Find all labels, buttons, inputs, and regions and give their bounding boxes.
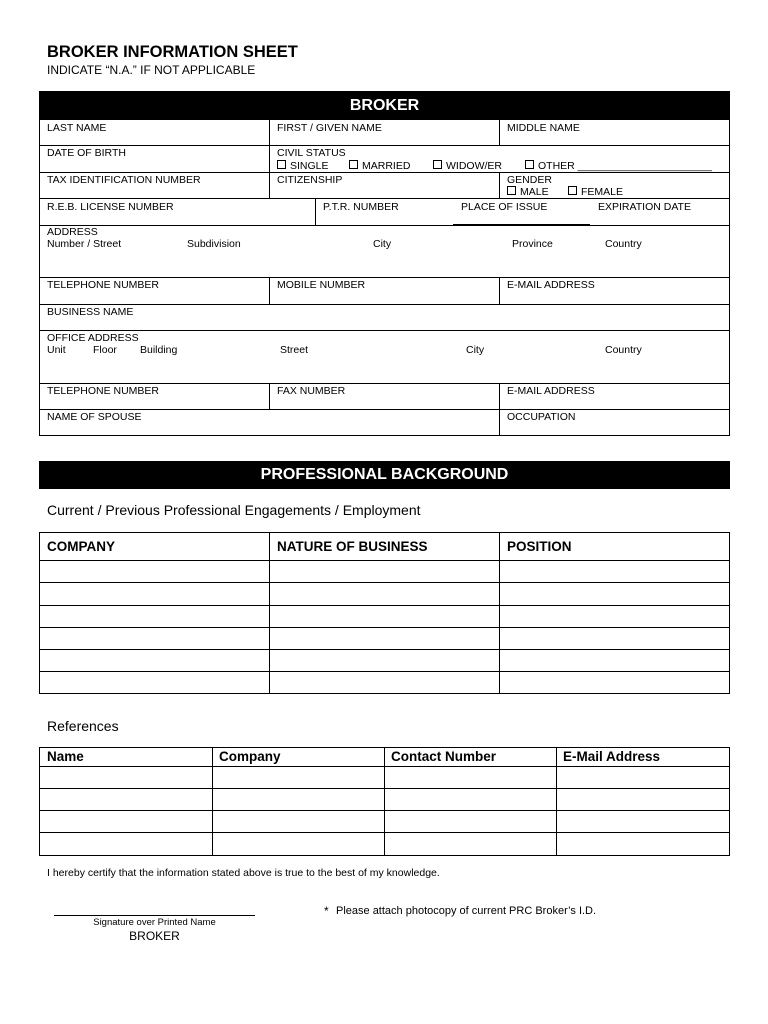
ptr-number-field[interactable]: P.T.R. NUMBER: [323, 201, 399, 213]
civil-status-single-checkbox[interactable]: SINGLE: [277, 160, 329, 172]
last-name-field[interactable]: LAST NAME: [47, 122, 107, 134]
broker-info-grid: [39, 119, 730, 436]
address-country: Country: [605, 238, 642, 250]
civil-status-label: CIVIL STATUS: [277, 147, 346, 159]
office-address-input-area[interactable]: [41, 358, 727, 382]
office-building: Building: [140, 344, 178, 356]
checkbox-icon[interactable]: [349, 160, 358, 169]
references-table: [39, 747, 730, 856]
civil-status-other-checkbox[interactable]: OTHER _______________________: [525, 160, 712, 172]
address-city: City: [373, 238, 392, 250]
first-name-field[interactable]: FIRST / GIVEN NAME: [277, 122, 382, 134]
column-header-contact-number: Contact Number: [391, 749, 497, 764]
checkbox-icon[interactable]: [525, 160, 534, 169]
checkbox-icon[interactable]: [568, 186, 577, 195]
column-header-company: Company: [219, 749, 281, 764]
professional-section-banner: [39, 461, 730, 489]
fax-field[interactable]: FAX NUMBER: [277, 385, 346, 397]
business-name-field[interactable]: BUSINESS NAME: [47, 306, 134, 318]
table-row[interactable]: [40, 606, 729, 627]
note-asterisk: *: [324, 904, 329, 918]
mobile-field[interactable]: MOBILE NUMBER: [277, 279, 366, 291]
office-address-label: OFFICE ADDRESS: [47, 332, 139, 344]
signature-caption: Signature over Printed Name: [93, 917, 216, 928]
professional-table: [39, 532, 730, 694]
column-header-nature-of-business: NATURE OF BUSINESS: [277, 539, 428, 554]
column-header-position: POSITION: [507, 539, 572, 554]
column-header-email-address: E-Mail Address: [563, 749, 661, 764]
gender-male-checkbox[interactable]: MALE: [507, 186, 549, 198]
occupation-field[interactable]: OCCUPATION: [507, 411, 576, 423]
table-row[interactable]: [40, 767, 729, 788]
gender-label: GENDER: [507, 174, 552, 186]
signature-role: BROKER: [129, 929, 180, 943]
table-row[interactable]: [40, 561, 729, 582]
office-street: Street: [280, 344, 309, 356]
office-unit: Unit: [47, 344, 66, 356]
table-row[interactable]: [40, 789, 729, 810]
gender-female-checkbox[interactable]: FEMALE: [568, 186, 623, 198]
checkbox-icon[interactable]: [277, 160, 286, 169]
spouse-name-field[interactable]: NAME OF SPOUSE: [47, 411, 142, 423]
references-heading: References: [47, 718, 119, 734]
address-province: Province: [512, 238, 553, 250]
tin-field[interactable]: TAX IDENTIFICATION NUMBER: [47, 174, 201, 186]
page-title: BROKER INFORMATION SHEET: [47, 43, 298, 61]
table-row[interactable]: [40, 672, 729, 693]
citizenship-field[interactable]: CITIZENSHIP: [277, 174, 343, 186]
column-header-company: COMPANY: [47, 539, 116, 554]
civil-status-widower-checkbox[interactable]: WIDOW/ER: [433, 160, 502, 172]
office-city: City: [466, 344, 485, 356]
office-email-field[interactable]: E-MAIL ADDRESS: [507, 385, 595, 397]
checkbox-icon[interactable]: [507, 186, 516, 195]
expiration-date-field[interactable]: EXPIRATION DATE: [598, 201, 691, 213]
column-header-name: Name: [47, 749, 84, 764]
place-of-issue-field[interactable]: PLACE OF ISSUE: [461, 201, 548, 213]
table-row[interactable]: [40, 628, 729, 649]
broker-section-banner: [39, 91, 730, 120]
email-field[interactable]: E-MAIL ADDRESS: [507, 279, 595, 291]
address-subdivision: Subdivision: [187, 238, 241, 250]
professional-section-heading: PROFESSIONAL BACKGROUND: [260, 466, 509, 483]
reb-license-field[interactable]: R.E.B. LICENSE NUMBER: [47, 201, 174, 213]
attachment-note: Please attach photocopy of current PRC Broker’s I.D.: [336, 905, 597, 917]
date-of-birth-field[interactable]: DATE OF BIRTH: [47, 147, 126, 159]
certification-statement: I hereby certify that the information stated above is true to the best of my knowledge.: [47, 867, 440, 879]
address-input-area[interactable]: [41, 252, 727, 276]
middle-name-field[interactable]: MIDDLE NAME: [507, 122, 580, 134]
page-subtitle: INDICATE “N.A.” IF NOT APPLICABLE: [47, 63, 256, 77]
table-row[interactable]: [40, 811, 729, 832]
broker-section-heading: BROKER: [349, 97, 420, 114]
office-country: Country: [605, 344, 642, 356]
address-number-street: Number / Street: [47, 238, 122, 250]
office-telephone-field[interactable]: TELEPHONE NUMBER: [47, 385, 160, 397]
professional-intro: Current / Previous Professional Engagements / Employment: [47, 502, 421, 518]
address-label: ADDRESS: [47, 226, 98, 238]
civil-status-married-checkbox[interactable]: MARRIED: [349, 160, 410, 172]
signature-line[interactable]: [54, 915, 255, 916]
office-floor: Floor: [93, 344, 117, 356]
telephone-field[interactable]: TELEPHONE NUMBER: [47, 279, 160, 291]
checkbox-icon[interactable]: [433, 160, 442, 169]
table-row[interactable]: [40, 650, 729, 671]
table-row[interactable]: [40, 583, 729, 605]
table-row[interactable]: [40, 833, 729, 855]
